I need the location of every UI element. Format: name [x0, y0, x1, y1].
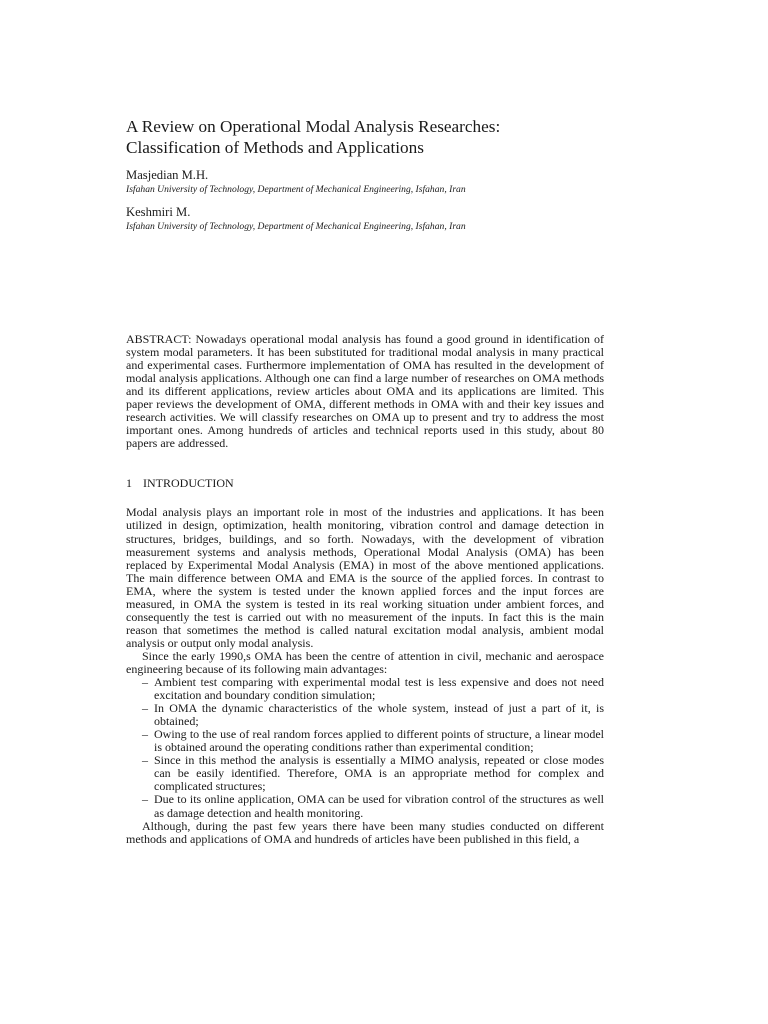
paragraph: Modal analysis plays an important role in most of the industries and applications. It has been utilized in design, optimization, health monitoring, vibration control and damage detection in structures, bridges, buildings, and so forth. Nowadays, with the development of vibration measurement systems and analysis methods, Operational Modal Analysis (OMA) has been replaced by Experimental Modal Analysis (EMA) in most of the above mentioned applications. The main difference between OMA and EMA is the source of the applied forces. In contrast to EMA, where the system is tested under the known applied forces and the input forces are measured, in OMA the system is tested in its real working situation under ambient forces, and consequently the test is carried out with no measurement of the inputs. In fact this is the main reason that sometimes the method is called natural excitation modal analysis, ambient modal analysis or output only modal analysis. — [126, 505, 604, 650]
abstract: ABSTRACT: Nowadays operational modal analysis has found a good ground in identification of system modal parameters. It has been substituted for traditional modal analysis in many practical and experimental cases. Furthermore implementation of OMA has resulted in the development of modal analysis applications. Although one can find a large number of researches on OMA methods and its different applications, review articles about OMA and its applications are limited. This paper reviews the development of OMA, different methods in OMA with and their key issues and research activities. We will classify researches on OMA up to present and try to address the most important ones. Among hundreds of articles and technical reports used in this study, about 80 papers are addressed. — [126, 332, 604, 451]
section-number: 1 — [126, 476, 132, 491]
list-dash-marker: – — [142, 753, 148, 768]
list-dash-marker: – — [142, 675, 148, 690]
list-item — [126, 676, 604, 702]
author-affiliation: Isfahan University of Technology, Department of Mechanical Engineering, Isfahan, Iran — [126, 221, 466, 232]
author-affiliation: Isfahan University of Technology, Department of Mechanical Engineering, Isfahan, Iran — [126, 184, 466, 195]
list-item-text: In OMA the dynamic characteristics of the whole system, instead of just a part of it, is obtained; — [154, 701, 604, 729]
list-item — [126, 754, 604, 793]
list-item — [126, 702, 604, 728]
advantages-list — [126, 676, 604, 820]
section-heading-introduction — [126, 476, 604, 490]
paper-title — [126, 116, 604, 158]
list-item-text: Owing to the use of real random forces applied to different points of structure, a linear model is obtained around the operating conditions rather than experimental condition; — [154, 727, 604, 755]
author-block-1 — [126, 168, 604, 196]
list-item — [126, 728, 604, 754]
list-dash-marker: – — [142, 792, 148, 807]
author-name: Keshmiri M. — [126, 205, 191, 219]
paragraph: Since the early 1990,s OMA has been the centre of attention in civil, mechanic and aerospace engineering because of its following main advantages: — [126, 648, 604, 676]
list-item-text: Ambient test comparing with experimental modal test is less expensive and does not need excitation and boundary condition simulation; — [154, 675, 604, 703]
list-dash-marker: – — [142, 701, 148, 716]
list-item-text: Since in this method the analysis is essentially a MIMO analysis, repeated or close modes can be easily identified. Therefore, OMA is an appropriate method for complex and complicated structures; — [154, 753, 604, 794]
paper-title-line-1: A Review on Operational Modal Analysis Researches: — [126, 117, 501, 136]
page-content — [126, 116, 604, 846]
author-name: Masjedian M.H. — [126, 168, 209, 182]
section-title-text: INTRODUCTION — [143, 476, 234, 491]
paper-title-line-2: Classification of Methods and Applications — [126, 138, 424, 157]
list-item-text: Due to its online application, OMA can be used for vibration control of the structures as well as damage detection and health monitoring. — [154, 792, 604, 820]
author-block-2 — [126, 205, 604, 233]
list-item — [126, 793, 604, 819]
paragraph: Although, during the past few years there have been many studies conducted on different methods and applications of OMA and hundreds of articles have been published in this field, a — [126, 818, 604, 846]
list-dash-marker: – — [142, 727, 148, 742]
